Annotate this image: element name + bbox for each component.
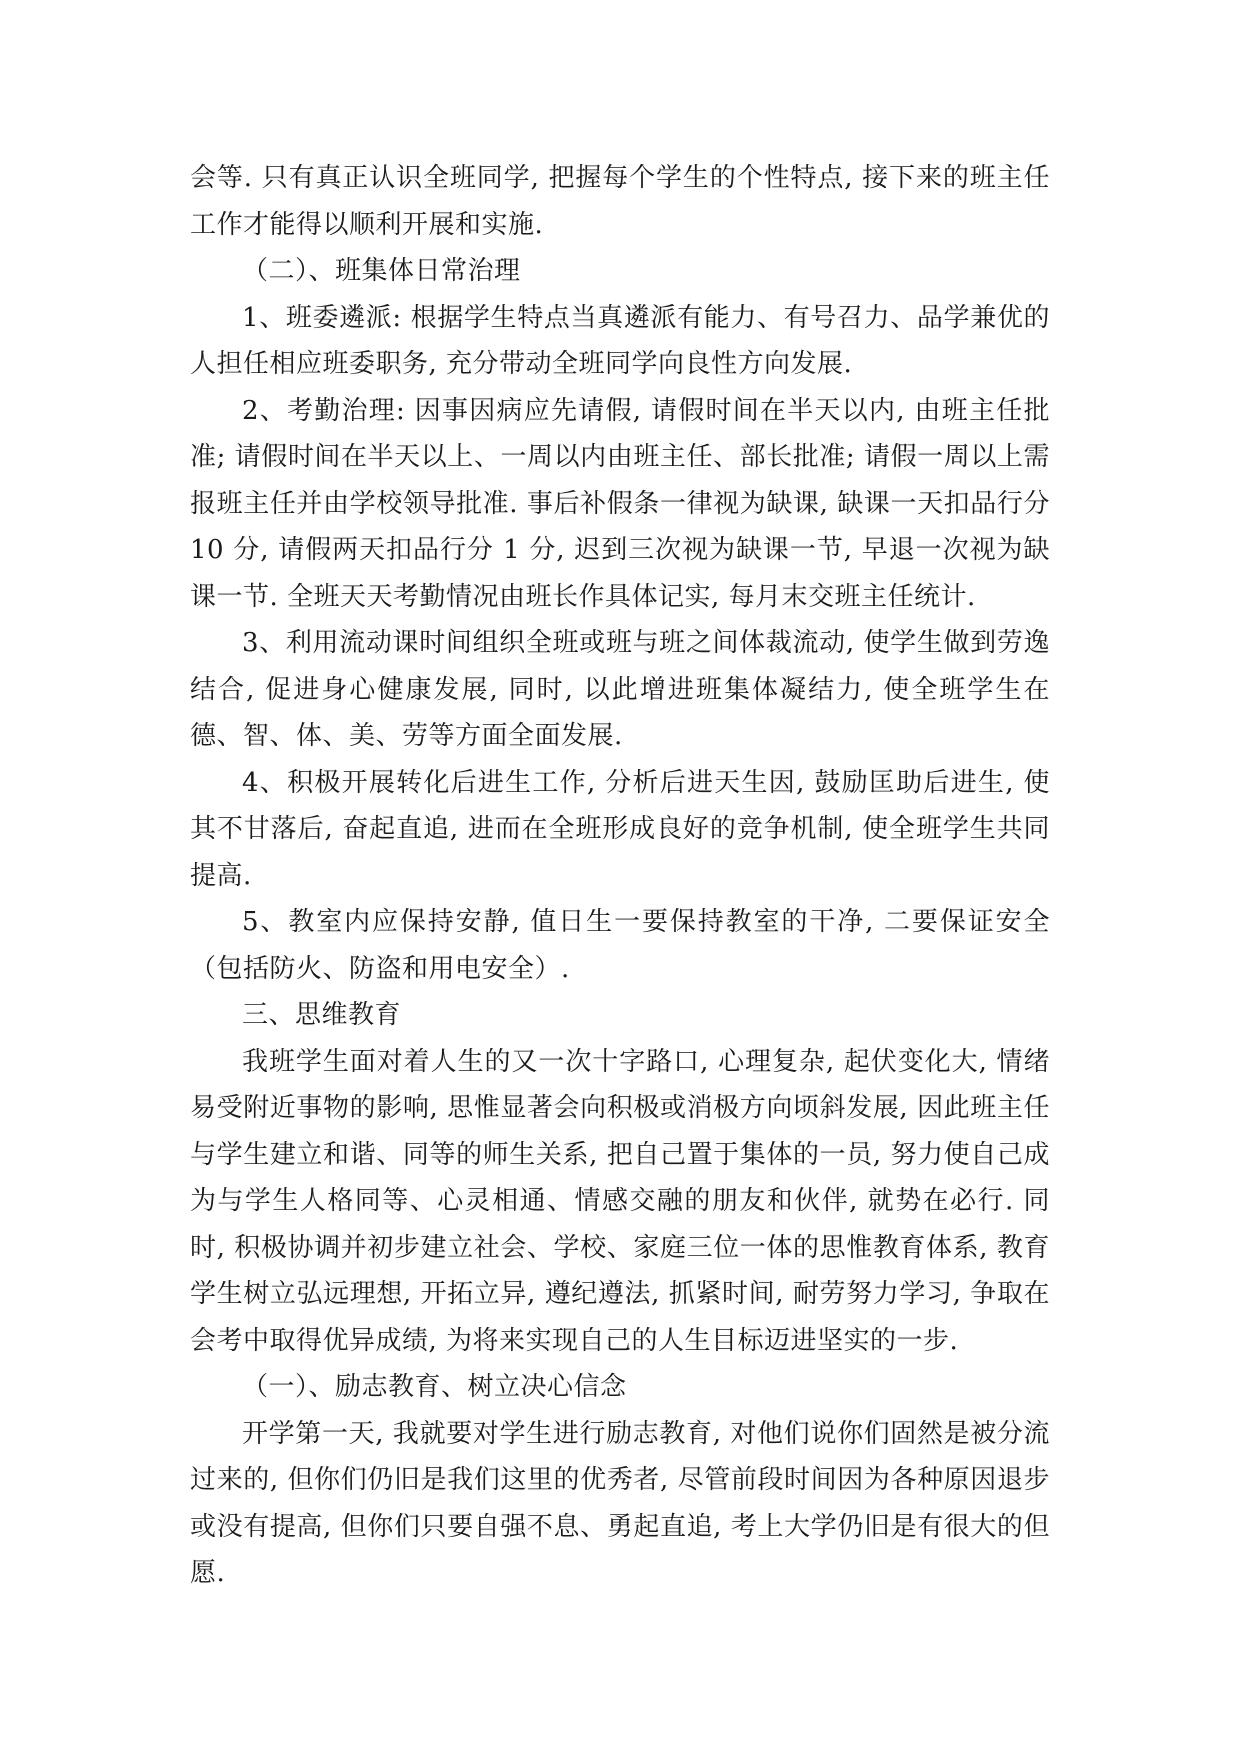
paragraph-class-committee: 1、班委遴派: 根据学生特点当真遴派有能力、有号召力、品学兼优的人担任相应班委职务, 充分带动全班同学向良性方向发展. <box>190 302 1050 379</box>
paragraph-thinking-education: 我班学生面对着人生的又一次十字路口, 心理复杂, 起伏变化大, 情绪易受附近事物的影响, 思惟显著会向积极或消极方向顷斜发展, 因此班主任与学生建立和谐、同等的师生关系, 把自己置于集体的一员, 努力使自己成为与学生人格同等、心灵相通、情感交融的朋友和伙伴, 就势在必行. 同时, 积极协调并初步建立社会、学校、家庭三位一体的思惟教育体系, 教育学生树立弘远理想, 开拓立异, 遵纪遵法, 抓紧时间, 耐劳努力学习, 争取在会考中取得优异成绩, 为将来实现自己的人生目标迈进坚实的一步. <box>190 1046 1050 1356</box>
paragraph-activity-class: 3、利用流动课时间组织全班或班与班之间体裁流动, 使学生做到劳逸结合, 促进身心健康发展, 同时, 以此增进班集体凝结力, 使全班学生在德、智、体、美、劳等方面全面发展. <box>190 628 1050 751</box>
section-heading-daily-management: （二）、班集体日常治理 <box>242 256 521 286</box>
paragraph-attendance: 2、考勤治理: 因事因病应先请假, 请假时间在半天以内, 由班主任批准; 请假时间在半天以上、一周以内由班主任、部长批准; 请假一周以上需报班主任并由学校领导批准. 事后补假条一律视为缺课, 缺课一天扣品行分 10 分, 请假两天扣品行分 1 分, 迟到三次视为缺课一节, 早退一次视为缺课一节. 全班天天考勤情况由班长作具体记实, 每月末交班主任统计. <box>190 395 1050 612</box>
document-page <box>190 155 1050 1597</box>
paragraph-classroom-safety: 5、教室内应保持安静, 值日生一要保持教室的干净, 二要保证安全（包括防火、防盗和用电安全）. <box>190 907 1050 984</box>
section-heading-motivation: （一）、励志教育、树立决心信念 <box>242 1372 627 1402</box>
paragraph-underachievers: 4、积极开展转化后进生工作, 分析后进天生因, 鼓励匡助后进生, 使其不甘落后, 奋起直追, 进而在全班形成良好的竞争机制, 使全班学生共同提高. <box>190 767 1050 891</box>
paragraph-motivation: 开学第一天, 我就要对学生进行励志教育, 对他们说你们固然是被分流过来的, 但你们仍旧是我们这里的优秀者, 尽管前段时间因为各种原因退步或没有提高, 但你们只要自强不息、勇起直追, 考上大学仍旧是有很大的但愿. <box>190 1418 1050 1588</box>
section-heading-thinking-education: 三、思维教育 <box>242 1000 402 1030</box>
paragraph-continuation: 会等. 只有真正认识全班同学, 把握每个学生的个性特点, 接下来的班主任工作才能得以顺利开展和实施. <box>190 163 1050 240</box>
